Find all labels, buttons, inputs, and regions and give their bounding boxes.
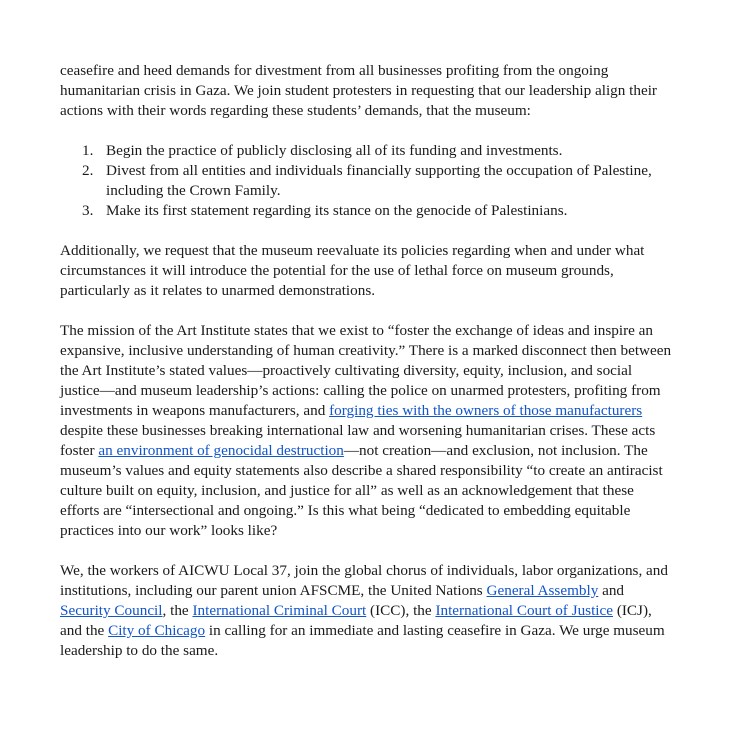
- closing-text: and: [598, 582, 625, 599]
- mission-text: —not creation—and exclusion, not inclusion. The museum’s values and equity statements also describe a shared responsibility “to create an antiracist culture built on equity, inclusion, and justice for all” as well as an acknowledgement that these efforts are “intersectional and ongoing.” Is this what being “dedicated to embedding equitable practices into our work” looks like?: [60, 442, 663, 539]
- international-court-of-justice-link[interactable]: International Court of Justice: [435, 602, 614, 619]
- mission-text: despite these businesses breaking international law and worsening humanitarian crises. These acts foster: [60, 422, 656, 459]
- genocidal-destruction-link[interactable]: an environment of genocidal destruction: [98, 442, 344, 459]
- city-of-chicago-link[interactable]: City of Chicago: [108, 622, 206, 639]
- list-item-text: Make its first statement regarding its stance on the genocide of Palestinians.: [106, 202, 568, 219]
- security-council-link[interactable]: Security Council: [60, 602, 163, 619]
- forging-ties-link[interactable]: forging ties with the owners of those manufacturers: [329, 402, 643, 419]
- additionally-paragraph: Additionally, we request that the museum reevaluate its policies regarding when and under what circumstances it will introduce the potential for the use of lethal force on museum grounds, particularly as it relates to unarmed demonstrations.: [60, 242, 645, 299]
- list-item: [60, 201, 674, 221]
- intro-paragraph: ceasefire and heed demands for divestment from all businesses profiting from the ongoing humanitarian crisis in Gaza. We join student protesters in requesting that our leadership align their actions with their words regarding these students’ demands, that the museum:: [60, 62, 657, 119]
- list-item: [60, 161, 674, 201]
- closing-text: , the: [162, 602, 193, 619]
- international-criminal-court-link[interactable]: International Criminal Court: [192, 602, 367, 619]
- list-item-text: Divest from all entities and individuals financially supporting the occupation of Palestine, including the Crown Family.: [106, 162, 652, 199]
- list-item-text: Begin the practice of publicly disclosing all of its funding and investments.: [106, 142, 563, 159]
- closing-paragraph: [60, 561, 674, 661]
- document-page: [60, 61, 674, 661]
- mission-paragraph: [60, 321, 674, 541]
- closing-text: We, the workers of AICWU Local 37, join the global chorus of individuals, labor organizations, and institutions, including our parent union AFSCME, the United Nations: [60, 562, 668, 599]
- list-item: [60, 141, 674, 161]
- list-item-number: 2.: [82, 162, 94, 179]
- closing-text: (ICJ), and the: [60, 602, 652, 639]
- list-item-number: 3.: [82, 202, 94, 219]
- closing-text: (ICC), the: [366, 602, 436, 619]
- mission-text: The mission of the Art Institute states that we exist to “foster the exchange of ideas and inspire an expansive, inclusive understanding of human creativity.” There is a marked disconnect then between the Art Institute’s stated values—proactively cultivating diversity, equity, inclusion, and social justice—and museum leadership’s actions: calling the police on unarmed protesters, profiting from investments in weapons manufacturers, and: [60, 322, 672, 419]
- demands-list: [60, 141, 674, 221]
- general-assembly-link[interactable]: General Assembly: [486, 582, 599, 599]
- list-item-number: 1.: [82, 142, 94, 159]
- closing-text: in calling for an immediate and lasting ceasefire in Gaza. We urge museum leadership to do the same.: [60, 622, 665, 659]
